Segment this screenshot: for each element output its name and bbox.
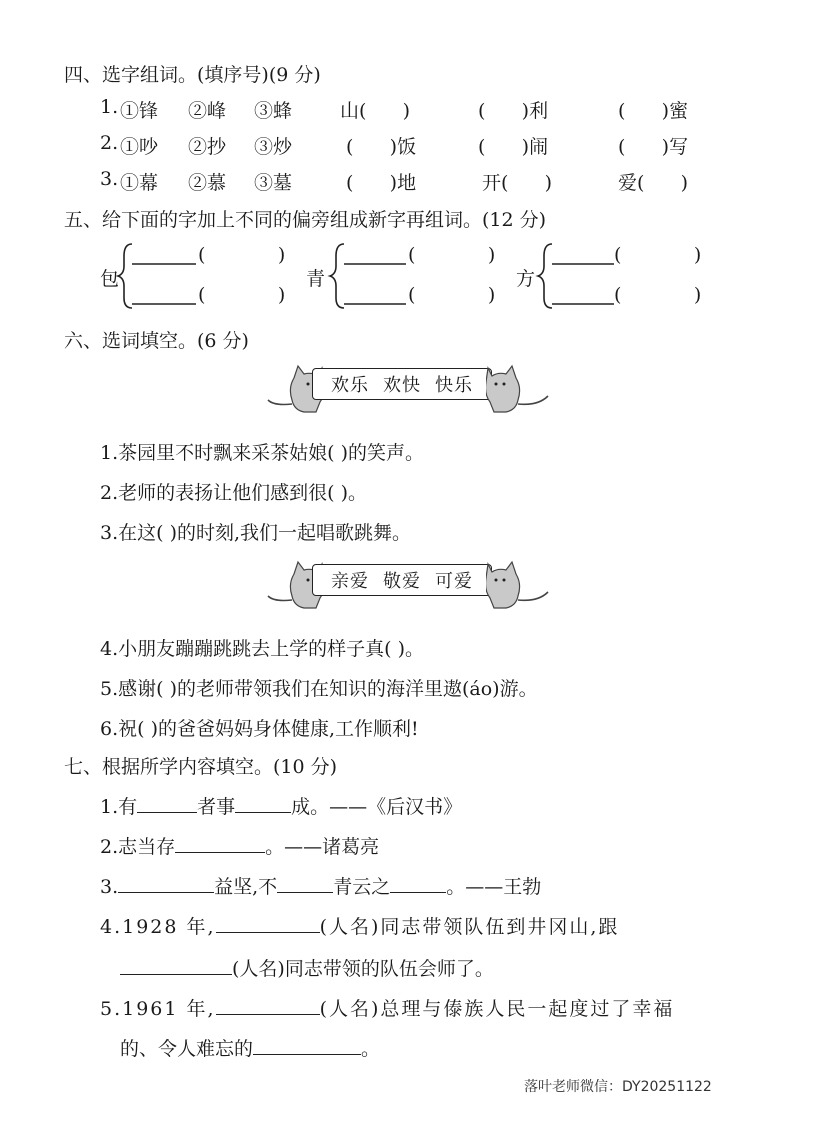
text: 1.有: [100, 796, 138, 818]
text: 者事: [197, 796, 236, 818]
word-blank-1[interactable]: ( )地: [346, 172, 417, 194]
blank-line[interactable]: [253, 1035, 361, 1055]
choice-1: ①幕: [120, 172, 159, 194]
brace-group-3: [538, 244, 614, 308]
text: 成。——《后汉书》: [291, 796, 463, 818]
cat-right-icon: [486, 556, 552, 612]
blank-line[interactable]: [216, 913, 320, 933]
choice-3: ③墓: [254, 172, 293, 194]
word-blank[interactable]: ( ): [198, 284, 286, 306]
row-number: 2.: [100, 132, 119, 154]
word-blank[interactable]: ( ): [614, 284, 702, 306]
text: 4.1928 年,: [100, 916, 216, 938]
word-bank-1: [264, 360, 554, 400]
text: 青云之: [333, 876, 391, 898]
blank-line[interactable]: [216, 995, 320, 1015]
footer-contact: 落叶老师微信：DY20251122: [524, 1079, 712, 1095]
word-blank[interactable]: ( ): [198, 244, 286, 266]
blank-line[interactable]: [277, 873, 333, 893]
fill-item-4[interactable]: 4.小朋友蹦蹦跳跳去上学的样子真( )。: [100, 638, 424, 660]
text: (人名)同志带领队伍到井冈山,跟: [319, 916, 620, 938]
fill-item-2[interactable]: 2.老师的表扬让他们感到很( )。: [100, 482, 367, 504]
word-blank[interactable]: ( ): [408, 244, 496, 266]
word-blank-2[interactable]: 开( ): [482, 172, 553, 194]
base-char-3: 方: [516, 268, 536, 290]
word-blank-1[interactable]: 山( ): [340, 100, 411, 122]
choice-3: ③蜂: [254, 100, 293, 122]
fill-item-6[interactable]: 6.祝( )的爸爸妈妈身体健康,工作顺利!: [100, 718, 419, 740]
cat-right-icon: [486, 360, 552, 416]
choice-1: ①锋: [120, 100, 159, 122]
text: 益坚,不: [214, 876, 278, 898]
choice-2: ②抄: [188, 136, 227, 158]
choice-1: ①吵: [120, 136, 159, 158]
text: (人名)同志带领的队伍会师了。: [232, 958, 494, 980]
word-bank-box: [312, 368, 492, 400]
word-blank-3[interactable]: ( )写: [618, 136, 689, 158]
word-option: 欢乐: [331, 375, 369, 396]
choice-3: ③炒: [254, 136, 293, 158]
base-char-2: 青: [306, 268, 326, 290]
quote-item-5-cont: [120, 1034, 380, 1061]
word-bank-box: [312, 564, 492, 596]
row-number: 3.: [100, 168, 119, 190]
fill-item-1[interactable]: 1.茶园里不时飘来采茶姑娘( )的笑声。: [100, 442, 424, 464]
blank-line[interactable]: [235, 793, 291, 813]
section6-title: 六、选词填空。(6 分): [64, 330, 249, 352]
text: 。——王勃: [446, 876, 542, 898]
word-option: 快乐: [435, 375, 473, 396]
choice-2: ②峰: [188, 100, 227, 122]
quote-item-5: [100, 994, 674, 1021]
word-blank-3[interactable]: ( )蜜: [618, 100, 689, 122]
text: 3.: [100, 876, 119, 898]
fill-item-5[interactable]: 5.感谢( )的老师带领我们在知识的海洋里遨(áo)游。: [100, 678, 538, 700]
text: (人名)总理与傣族人民一起度过了幸福: [319, 998, 675, 1020]
blank-line[interactable]: [137, 793, 197, 813]
word-blank-1[interactable]: ( )饭: [346, 136, 417, 158]
blank-line[interactable]: [175, 833, 265, 853]
word-option: 可爱: [435, 571, 473, 592]
word-blank-2[interactable]: ( )利: [478, 100, 549, 122]
choice-2: ②慕: [188, 172, 227, 194]
base-char-1: 包: [100, 268, 120, 290]
text: 。: [361, 1038, 381, 1060]
quote-item-1: [100, 792, 462, 819]
section5-title: 五、给下面的字加上不同的偏旁组成新字再组词。(12 分): [64, 209, 547, 231]
word-blank-3[interactable]: 爱( ): [618, 172, 689, 194]
brace-group-2: [330, 244, 406, 308]
text: 5.1961 年,: [100, 998, 216, 1020]
quote-item-4-cont: [120, 954, 494, 981]
section7-title: 七、根据所学内容填空。(10 分): [64, 756, 338, 778]
blank-line[interactable]: [390, 873, 446, 893]
brace-group-1: [118, 244, 196, 308]
word-blank-2[interactable]: ( )闹: [478, 136, 549, 158]
word-blank[interactable]: ( ): [408, 284, 496, 306]
word-bank-2: [264, 556, 554, 596]
blank-line[interactable]: [120, 955, 232, 975]
section4-title: 四、选字组词。(填序号)(9 分): [64, 64, 321, 86]
quote-item-3: [100, 872, 541, 899]
fill-item-3[interactable]: 3.在这( )的时刻,我们一起唱歌跳舞。: [100, 522, 412, 544]
word-option: 欢快: [383, 375, 421, 396]
quote-item-4: [100, 912, 619, 939]
row-number: 1.: [100, 96, 119, 118]
word-option: 敬爱: [383, 571, 421, 592]
text: 2.志当存: [100, 836, 176, 858]
text: 。——诸葛亮: [265, 836, 380, 858]
quote-item-2: [100, 832, 379, 859]
blank-line[interactable]: [118, 873, 214, 893]
text: 的、令人难忘的: [120, 1038, 254, 1060]
word-blank[interactable]: ( ): [614, 244, 702, 266]
word-option: 亲爱: [331, 571, 369, 592]
